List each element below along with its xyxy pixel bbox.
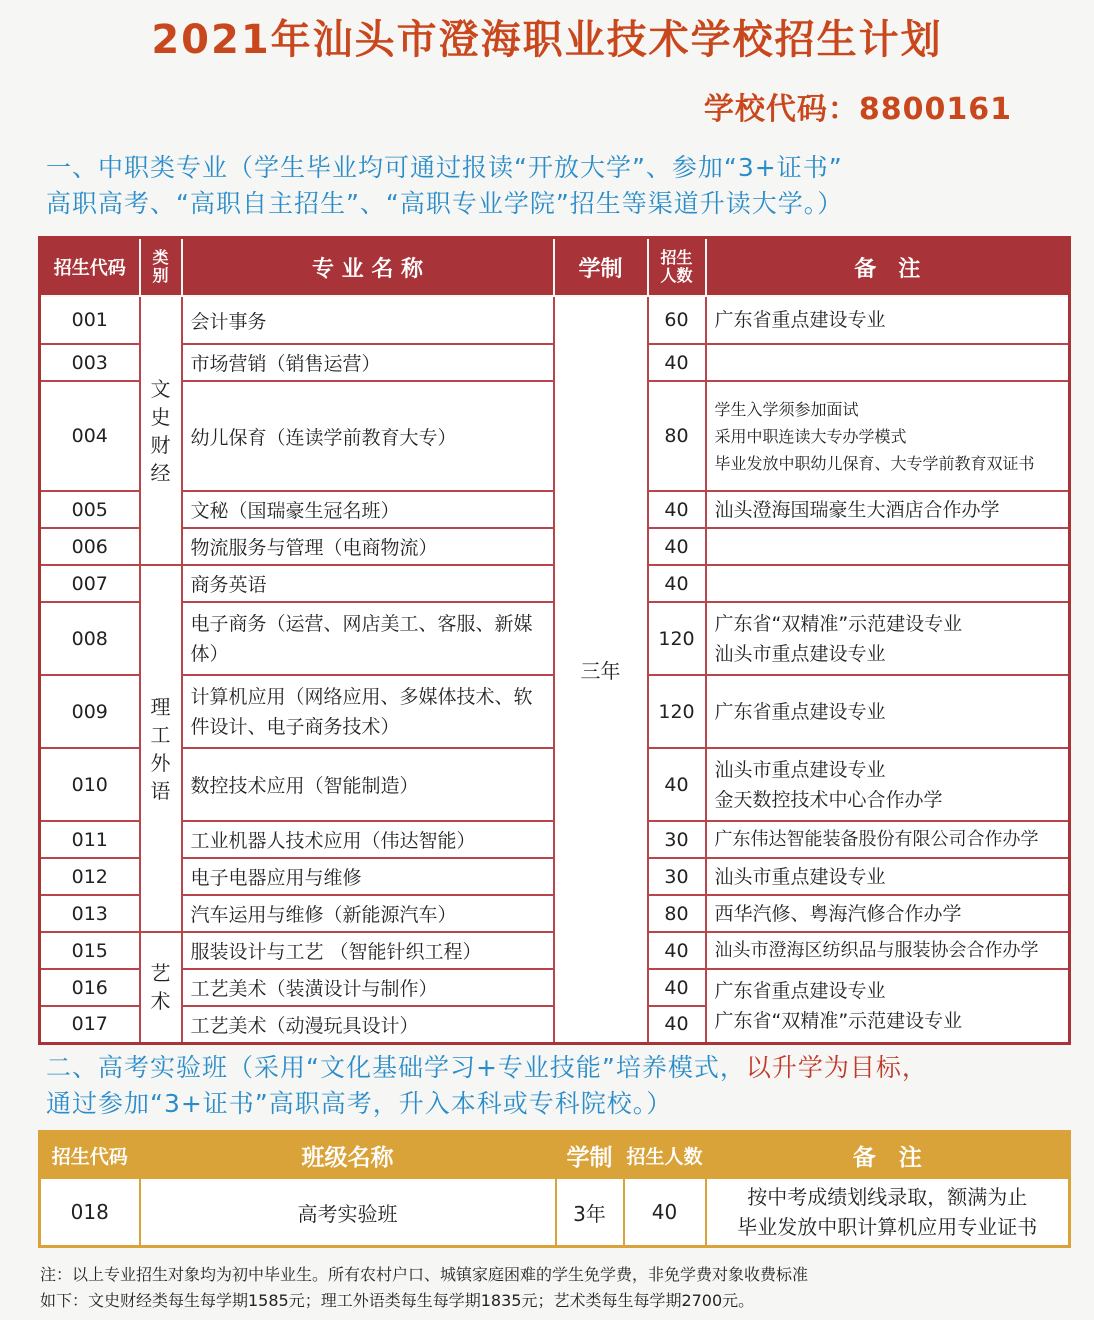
remark-line: 毕业发放中职计算机应用专业证书 (737, 1215, 1038, 1239)
row-code: 016 (40, 969, 140, 1006)
row-major: 服装设计与工艺 （智能针织工程） (182, 932, 554, 969)
remark-line: 金天数控技术中心合作办学 (714, 788, 943, 811)
row-major: 电子电器应用与维修 (182, 858, 554, 895)
row-remark (706, 528, 1070, 565)
row-remark (706, 1178, 1070, 1247)
category-label: 理工外语 (150, 694, 171, 803)
row-major: 工艺美术（动漫玩具设计） (182, 1006, 554, 1043)
section2-line1 (46, 1050, 1066, 1086)
row-code: 007 (40, 565, 140, 602)
row-enroll: 40 (624, 1178, 706, 1247)
row-major: 市场营销（销售运营） (182, 344, 554, 381)
section1-heading (46, 150, 1056, 222)
header-enroll: 招生人数 (648, 238, 706, 297)
header-remark: 备 注 (706, 1132, 1070, 1179)
row-major: 幼儿保育（连读学前教育大专） (182, 381, 554, 491)
table-header-row (40, 238, 1070, 297)
header-code: 招生代码 (40, 1132, 140, 1179)
row-major: 会计事务 (182, 296, 554, 344)
row-enroll: 40 (648, 344, 706, 381)
category-cell (140, 932, 182, 1043)
table-row (40, 1178, 1070, 1247)
header-code: 招生代码 (40, 238, 140, 297)
row-enroll: 40 (648, 932, 706, 969)
row-code: 015 (40, 932, 140, 969)
row-code: 010 (40, 748, 140, 821)
remark-line: 汕头市重点建设专业 (714, 758, 886, 781)
row-remark: 汕头澄海国瑞豪生大酒店合作办学 (706, 491, 1070, 528)
row-major: 电子商务（运营、网店美工、客服、新媒体） (182, 602, 554, 675)
row-major: 物流服务与管理（电商物流） (182, 528, 554, 565)
category-cell (140, 296, 182, 565)
row-major: 文秘（国瑞豪生冠名班） (182, 491, 554, 528)
remark-line: 毕业发放中职幼儿保育、大专学前教育双证书 (714, 453, 1035, 473)
row-enroll: 120 (648, 602, 706, 675)
row-enroll: 30 (648, 858, 706, 895)
table-row (40, 296, 1070, 344)
row-code: 001 (40, 296, 140, 344)
header-major: 专 业 名 称 (182, 238, 554, 297)
row-major: 数控技术应用（智能制造） (182, 748, 554, 821)
row-remark: 西华汽修、粤海汽修合作办学 (706, 895, 1070, 932)
row-enroll: 80 (648, 381, 706, 491)
category-cell (140, 565, 182, 932)
footnote-line2: 如下：文史财经类每生每学期1585元；理工外语类每生每学期1835元；艺术类每生每学期2700元。 (40, 1291, 755, 1310)
row-enroll: 40 (648, 491, 706, 528)
row-remark: 汕头市重点建设专业 (706, 858, 1070, 895)
exam-class-table (38, 1130, 1071, 1248)
row-remark (706, 565, 1070, 602)
header-remark: 备 注 (706, 238, 1070, 297)
footnote (40, 1262, 1060, 1314)
row-major: 工业机器人技术应用（伟达智能） (182, 821, 554, 858)
remark-line: 广东省“双精准”示范建设专业 (714, 612, 963, 635)
remark-line: 学生入学须参加面试 (714, 399, 859, 419)
row-remark (706, 602, 1070, 675)
vocational-majors-table (38, 236, 1071, 1045)
row-code: 012 (40, 858, 140, 895)
section2-heading (46, 1050, 1066, 1122)
row-duration: 3年 (556, 1178, 624, 1247)
section2-line2: 通过参加“3+证书”高职高考，升入本科或专科院校。） (46, 1089, 673, 1118)
header-duration: 学制 (554, 238, 648, 297)
table-header-row (40, 1132, 1070, 1179)
duration-cell: 三年 (554, 296, 648, 1043)
footnote-line1: 注：以上专业招生对象均为初中毕业生。所有农村户口、城镇家庭困难的学生免学费，非免学费对象收费标准 (40, 1265, 809, 1284)
row-remark (706, 969, 1070, 1043)
row-code: 009 (40, 675, 140, 748)
remark-line: 广东省重点建设专业 (714, 979, 886, 1002)
row-enroll: 30 (648, 821, 706, 858)
row-major: 计算机应用（网络应用、多媒体技术、软件设计、电子商务技术） (182, 675, 554, 748)
row-remark: 广东省重点建设专业 (706, 675, 1070, 748)
row-remark (706, 344, 1070, 381)
row-enroll: 120 (648, 675, 706, 748)
section2-line1-text: 二、高考实验班（采用“文化基础学习+专业技能”培养模式， (46, 1053, 746, 1082)
header-class-name: 班级名称 (140, 1132, 556, 1179)
section1-line2: 高职高考、“高职自主招生”、“高职专业学院”招生等渠道升读大学。） (46, 189, 844, 218)
section2-emphasis: 以升学为目标， (745, 1053, 928, 1082)
section1-line1: 一、中职类专业（学生毕业均可通过报读“开放大学”、参加“3+证书” (46, 153, 843, 182)
row-major: 汽车运用与维修（新能源汽车） (182, 895, 554, 932)
row-remark (706, 748, 1070, 821)
page-title: 2021年汕头市澄海职业技术学校招生计划 (151, 17, 943, 63)
row-remark: 汕头市澄海区纺织品与服装协会合作办学 (706, 932, 1070, 969)
remark-line: 广东省“双精准”示范建设专业 (714, 1009, 963, 1032)
school-code: 学校代码：8800161 (703, 92, 1012, 127)
remark-line: 汕头市重点建设专业 (714, 642, 886, 665)
row-major: 商务英语 (182, 565, 554, 602)
row-code: 005 (40, 491, 140, 528)
header-enroll: 招生人数 (624, 1132, 706, 1179)
row-code: 013 (40, 895, 140, 932)
row-code: 018 (40, 1178, 140, 1247)
remark-line: 按中考成绩划线录取，额满为止 (747, 1185, 1028, 1209)
row-code: 006 (40, 528, 140, 565)
remark-line: 采用中职连读大专办学模式 (714, 426, 907, 446)
row-code: 003 (40, 344, 140, 381)
row-enroll: 40 (648, 1006, 706, 1043)
category-label: 文史财经 (150, 376, 171, 485)
row-code: 004 (40, 381, 140, 491)
header-duration: 学制 (556, 1132, 624, 1179)
row-enroll: 40 (648, 565, 706, 602)
row-major: 工艺美术（装潢设计与制作） (182, 969, 554, 1006)
row-code: 008 (40, 602, 140, 675)
row-enroll: 80 (648, 895, 706, 932)
row-code: 011 (40, 821, 140, 858)
row-code: 017 (40, 1006, 140, 1043)
category-label: 艺术 (150, 961, 171, 1014)
row-enroll: 40 (648, 748, 706, 821)
row-remark (706, 381, 1070, 491)
row-remark: 广东伟达智能装备股份有限公司合作办学 (706, 821, 1070, 858)
row-remark: 广东省重点建设专业 (706, 296, 1070, 344)
row-enroll: 60 (648, 296, 706, 344)
row-enroll: 40 (648, 528, 706, 565)
header-category: 类别 (140, 238, 182, 297)
row-class-name: 高考实验班 (140, 1178, 556, 1247)
row-enroll: 40 (648, 969, 706, 1006)
